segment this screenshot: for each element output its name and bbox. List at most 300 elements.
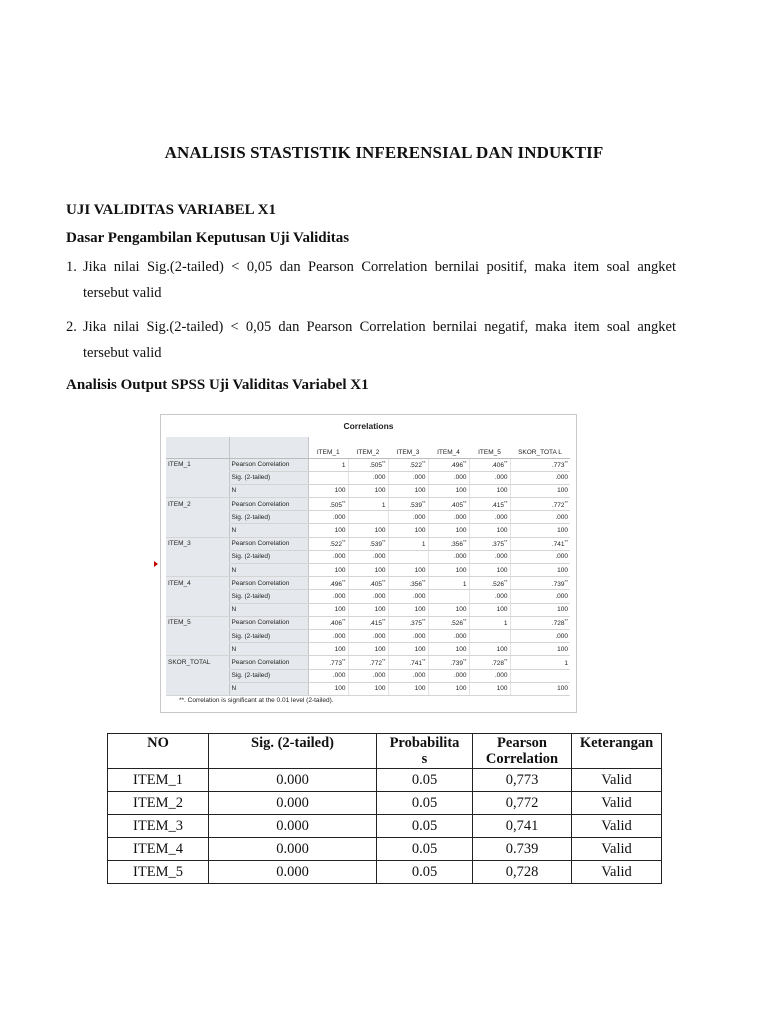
spss-cell: [469, 669, 510, 682]
spss-cell-value: .000: [372, 553, 386, 561]
results-row: [108, 815, 662, 838]
spss-cell: [510, 616, 570, 629]
results-header-no: NO: [108, 734, 209, 769]
spss-col-header: ITEM_3: [388, 437, 428, 458]
spss-cell-value: .000: [494, 672, 508, 680]
results-cell: Valid: [572, 838, 662, 861]
significance-mark: **: [341, 578, 346, 584]
spss-cell-value: .000: [332, 672, 346, 680]
results-header-probability: Probabilita s: [377, 734, 473, 769]
results-cell: 0.05: [377, 769, 473, 792]
results-header-pearson: Pearson Correlation: [473, 734, 572, 769]
spss-cell-value: 100: [557, 527, 568, 535]
spss-cell: [388, 511, 428, 524]
spss-cell: [510, 656, 570, 669]
significance-mark: **: [341, 618, 346, 624]
spss-cell: [510, 669, 570, 682]
spss-cell-value: .000: [332, 592, 346, 600]
spss-cell-value: .739: [551, 580, 565, 588]
results-cell: ITEM_3: [108, 815, 209, 838]
spss-cell-value: 100: [414, 645, 426, 653]
spss-cell-value: 100: [557, 606, 568, 614]
spss-cell: [388, 656, 428, 669]
spss-cell-value: .000: [372, 592, 386, 600]
spss-row-label: SKOR_TOTAL: [166, 656, 229, 669]
criteria-number: 2.: [66, 319, 77, 335]
spss-corner: [166, 437, 229, 458]
results-cell: ITEM_4: [108, 838, 209, 861]
spss-cell: [388, 537, 428, 550]
spss-row: [166, 577, 570, 590]
spss-cell-value: .000: [555, 553, 568, 561]
spss-cell: [469, 616, 510, 629]
spss-cell-value: .000: [453, 474, 467, 482]
spss-row: [166, 682, 570, 695]
spss-cell-value: 100: [414, 487, 426, 495]
spss-cell: [348, 511, 388, 524]
subheading: Dasar Pengambilan Keputusan Uji Validitas: [66, 230, 350, 246]
spss-cell-value: 100: [334, 487, 346, 495]
spss-cell-value: 100: [374, 487, 386, 495]
spss-cell-value: .000: [412, 632, 426, 640]
spss-stat-label: N: [229, 484, 308, 497]
spss-cell-value: .000: [494, 553, 508, 561]
spss-row: [166, 524, 570, 537]
spss-cell-value: 100: [334, 645, 346, 653]
spss-cell: [510, 564, 570, 577]
spss-corner: [229, 437, 308, 458]
significance-mark: **: [341, 539, 346, 545]
spss-cell: [348, 629, 388, 642]
spss-cell-value: 1: [564, 659, 568, 667]
criteria-number: 1.: [66, 259, 77, 275]
section-heading: UJI VALIDITAS VARIABEL X1: [66, 202, 276, 218]
results-cell: 0.000: [209, 792, 377, 815]
spss-cell: [388, 616, 428, 629]
spss-stat-label: Sig. (2-tailed): [229, 511, 308, 524]
results-cell: 0,773: [473, 769, 572, 792]
spss-cell-value: .000: [332, 553, 346, 561]
spss-cell-value: .000: [453, 632, 467, 640]
spss-row-label: [166, 603, 229, 616]
spss-row-label: [166, 484, 229, 497]
spss-cell: [469, 564, 510, 577]
spss-cell-value: 100: [334, 527, 346, 535]
spss-cell: [308, 616, 348, 629]
spss-row: [166, 484, 570, 497]
spss-cell: [308, 511, 348, 524]
spss-cell: [308, 524, 348, 537]
spss-cell: [388, 484, 428, 497]
spss-cell-value: .000: [494, 592, 508, 600]
spss-title: Correlations: [343, 421, 394, 431]
results-cell: 0,741: [473, 815, 572, 838]
spss-cell-value: 100: [334, 685, 346, 693]
spss-cell: [469, 484, 510, 497]
spss-cell: [308, 590, 348, 603]
spss-cell-value: .505: [329, 501, 342, 509]
spss-cell-value: .741: [409, 659, 422, 667]
spss-heading: Analisis Output SPSS Uji Validitas Variabel X1: [66, 377, 369, 393]
spss-cell: [510, 629, 570, 642]
spss-cell-value: .773: [551, 462, 565, 470]
spss-cell: [428, 524, 469, 537]
spss-cell-value: .772: [551, 501, 565, 509]
spss-cell: [469, 603, 510, 616]
spss-cell-value: 100: [455, 487, 467, 495]
spss-cell-value: .000: [453, 553, 467, 561]
significance-mark: **: [564, 578, 568, 584]
spss-stat-label: Pearson Correlation: [229, 458, 308, 471]
spss-cell-value: .539: [369, 541, 382, 549]
spss-cell-value: 100: [496, 685, 508, 693]
spss-cell: [388, 498, 428, 511]
spss-cell: [469, 458, 510, 471]
spss-stat-label: Sig. (2-tailed): [229, 669, 308, 682]
spss-row-label: [166, 629, 229, 642]
spss-cell: [348, 590, 388, 603]
spss-cell-value: 100: [496, 527, 508, 535]
spss-cell: [510, 550, 570, 563]
spss-cell: [348, 656, 388, 669]
spss-row: [166, 590, 570, 603]
spss-cell: [348, 458, 388, 471]
spss-cell-value: .356: [409, 580, 422, 588]
results-cell: 0.739: [473, 838, 572, 861]
spss-cell-value: 100: [557, 487, 568, 495]
spss-cell: [428, 471, 469, 484]
results-cell: Valid: [572, 815, 662, 838]
spss-cell-value: .375: [409, 620, 422, 628]
spss-cell: [510, 511, 570, 524]
spss-cell: [469, 524, 510, 537]
spss-cell: [510, 484, 570, 497]
spss-footnote: **. Correlation is significant at the 0.01 level (2-tailed).: [179, 697, 334, 704]
spss-row: [166, 669, 570, 682]
significance-mark: **: [381, 657, 386, 663]
spss-col-header: SKOR_TOTA L: [510, 437, 570, 458]
spss-cell-value: .000: [555, 592, 568, 600]
results-cell: 0.000: [209, 815, 377, 838]
spss-cell: [469, 511, 510, 524]
spss-cell-value: .000: [412, 474, 426, 482]
spss-cell: [348, 616, 388, 629]
spss-cell-value: 1: [421, 541, 426, 549]
spss-cell-value: .000: [412, 672, 426, 680]
spss-cell-value: 100: [374, 566, 386, 574]
spss-row: [166, 603, 570, 616]
significance-mark: **: [421, 618, 426, 624]
spss-cell-value: 100: [334, 566, 346, 574]
spss-cell: [469, 577, 510, 590]
spss-row-label: [166, 471, 229, 484]
spss-cell: [388, 669, 428, 682]
spss-row-label: [166, 564, 229, 577]
spss-cell: [428, 643, 469, 656]
results-cell: ITEM_2: [108, 792, 209, 815]
spss-cell-value: .522: [409, 462, 422, 470]
significance-mark: **: [341, 657, 346, 663]
results-cell: Valid: [572, 769, 662, 792]
spss-cell: [388, 564, 428, 577]
spss-cell: [510, 603, 570, 616]
spss-output-image: [160, 414, 577, 713]
results-header-description: Keterangan: [572, 734, 662, 769]
spss-cell: [428, 682, 469, 695]
significance-mark: **: [381, 618, 386, 624]
spss-cell-value: .505: [369, 462, 382, 470]
spss-row: [166, 629, 570, 642]
spss-stat-label: N: [229, 643, 308, 656]
spss-row: [166, 458, 570, 471]
spss-row-label: [166, 511, 229, 524]
spss-cell-value: 100: [414, 566, 426, 574]
spss-cell: [388, 550, 428, 563]
spss-cell: [388, 603, 428, 616]
spss-cell: [348, 564, 388, 577]
spss-cell-value: 100: [414, 606, 426, 614]
spss-cell-value: 100: [334, 606, 346, 614]
spss-cell-value: 100: [414, 527, 426, 535]
spss-cell-value: 100: [374, 645, 386, 653]
spss-cell-value: .415: [491, 501, 504, 509]
spss-stat-label: Pearson Correlation: [229, 616, 308, 629]
spss-cell: [308, 550, 348, 563]
significance-mark: **: [381, 460, 386, 466]
spss-cell-value: 100: [374, 527, 386, 535]
spss-cell-value: 100: [557, 645, 568, 653]
spss-cell-value: .741: [551, 541, 565, 549]
spss-cell: [428, 484, 469, 497]
spss-cell: [308, 564, 348, 577]
spss-row-label: ITEM_3: [166, 537, 229, 550]
spss-cell: [510, 590, 570, 603]
spss-cell-value: .496: [450, 462, 463, 470]
significance-mark: **: [462, 460, 467, 466]
spss-cell: [510, 537, 570, 550]
criteria-text: Jika nilai Sig.(2-tailed) < 0,05 dan Pearson Correlation bernilai positif, maka item soal angket: [83, 259, 676, 275]
spss-cell-value: 100: [374, 606, 386, 614]
spss-cell-value: .739: [450, 659, 463, 667]
spss-row-label: ITEM_5: [166, 616, 229, 629]
spss-stat-label: Pearson Correlation: [229, 577, 308, 590]
significance-mark: **: [503, 499, 508, 505]
spss-cell-value: .000: [555, 474, 568, 482]
results-cell: ITEM_5: [108, 861, 209, 884]
spss-cell-value: .728: [551, 620, 565, 628]
validity-results-table: [107, 733, 662, 884]
significance-mark: **: [503, 460, 508, 466]
spss-cell: [428, 669, 469, 682]
spss-cell-value: .000: [453, 513, 467, 521]
spss-row-label: ITEM_2: [166, 498, 229, 511]
spss-stat-label: N: [229, 603, 308, 616]
significance-mark: **: [421, 657, 426, 663]
results-cell: Valid: [572, 861, 662, 884]
spss-cell-value: .356: [450, 541, 463, 549]
spss-cell: [510, 471, 570, 484]
spss-cell: [308, 669, 348, 682]
spss-cell-value: 100: [455, 527, 467, 535]
spss-row-label: ITEM_1: [166, 458, 229, 471]
spss-cell: [510, 524, 570, 537]
results-row: [108, 861, 662, 884]
spss-row: [166, 656, 570, 669]
spss-cell-value: .406: [491, 462, 504, 470]
spss-row: [166, 537, 570, 550]
significance-mark: **: [564, 499, 568, 505]
significance-mark: **: [421, 499, 426, 505]
spss-cell-value: 100: [496, 645, 508, 653]
spss-cell: [469, 682, 510, 695]
spss-cell-value: .000: [372, 672, 386, 680]
spss-row-label: [166, 590, 229, 603]
spss-col-header: ITEM_4: [428, 437, 469, 458]
spss-cell: [348, 524, 388, 537]
spss-cell: [388, 524, 428, 537]
spss-cell: [510, 498, 570, 511]
spss-cell-value: .406: [329, 620, 342, 628]
spss-cell: [469, 629, 510, 642]
spss-cell: [428, 577, 469, 590]
spss-cell-value: 100: [557, 566, 568, 574]
spss-cell-value: 100: [496, 606, 508, 614]
spss-cell: [388, 577, 428, 590]
spss-cell: [388, 471, 428, 484]
row-marker-icon: [154, 561, 158, 567]
spss-cell-value: 100: [557, 685, 568, 693]
spss-cell-value: .000: [372, 474, 386, 482]
spss-cell-value: 1: [341, 462, 346, 470]
criteria-text: Jika nilai Sig.(2-tailed) < 0,05 dan Pearson Correlation bernilai negatif, maka item soal angket: [83, 319, 676, 335]
significance-mark: **: [421, 578, 426, 584]
spss-cell-value: .405: [369, 580, 382, 588]
spss-cell: [428, 564, 469, 577]
significance-mark: **: [341, 499, 346, 505]
spss-cell: [510, 577, 570, 590]
criteria-item-1: [66, 254, 676, 306]
criteria-text-continued: tersebut valid: [83, 285, 162, 301]
spss-row-label: [166, 524, 229, 537]
spss-cell-value: .526: [491, 580, 504, 588]
spss-cell-value: 100: [496, 566, 508, 574]
spss-row: [166, 498, 570, 511]
spss-stat-label: Pearson Correlation: [229, 656, 308, 669]
spss-cell: [428, 458, 469, 471]
spss-correlations-table: [166, 437, 570, 696]
criteria-item-2: [66, 314, 676, 366]
results-row: [108, 838, 662, 861]
results-cell: 0,772: [473, 792, 572, 815]
spss-cell: [469, 498, 510, 511]
spss-stat-label: Sig. (2-tailed): [229, 590, 308, 603]
spss-cell-value: .000: [555, 632, 568, 640]
spss-cell: [510, 643, 570, 656]
significance-mark: **: [462, 618, 467, 624]
spss-cell-value: .415: [369, 620, 382, 628]
spss-cell-value: .522: [329, 541, 342, 549]
spss-cell: [308, 458, 348, 471]
results-header-sig: Sig. (2-tailed): [209, 734, 377, 769]
significance-mark: **: [421, 460, 426, 466]
spss-cell: [308, 484, 348, 497]
spss-cell: [428, 550, 469, 563]
spss-stat-label: Pearson Correlation: [229, 498, 308, 511]
results-row: [108, 769, 662, 792]
spss-cell: [428, 537, 469, 550]
spss-row: [166, 643, 570, 656]
spss-cell-value: .000: [372, 632, 386, 640]
spss-cell: [428, 603, 469, 616]
spss-row-label: [166, 669, 229, 682]
spss-cell: [388, 682, 428, 695]
spss-stat-label: Pearson Correlation: [229, 537, 308, 550]
significance-mark: **: [462, 499, 467, 505]
results-cell: Valid: [572, 792, 662, 815]
significance-mark: **: [503, 578, 508, 584]
results-cell: 0,728: [473, 861, 572, 884]
spss-cell: [348, 682, 388, 695]
spss-cell: [308, 656, 348, 669]
spss-cell-value: 1: [462, 580, 467, 588]
spss-cell: [510, 682, 570, 695]
spss-cell-value: .000: [494, 474, 508, 482]
spss-cell: [428, 498, 469, 511]
significance-mark: **: [503, 539, 508, 545]
significance-mark: **: [564, 539, 568, 545]
spss-cell: [388, 458, 428, 471]
spss-col-header: ITEM_1: [308, 437, 348, 458]
spss-cell: [428, 511, 469, 524]
spss-cell: [348, 550, 388, 563]
results-cell: 0.05: [377, 792, 473, 815]
spss-header-row: [166, 437, 570, 458]
spss-cell: [308, 471, 348, 484]
spss-cell: [388, 629, 428, 642]
results-cell: 0.000: [209, 838, 377, 861]
significance-mark: **: [564, 460, 568, 466]
results-cell: 0.05: [377, 861, 473, 884]
spss-row-label: [166, 682, 229, 695]
significance-mark: **: [564, 618, 568, 624]
spss-cell: [388, 643, 428, 656]
spss-stat-label: N: [229, 564, 308, 577]
significance-mark: **: [381, 539, 386, 545]
spss-cell-value: 100: [455, 645, 467, 653]
results-cell: 0.000: [209, 769, 377, 792]
spss-cell: [308, 577, 348, 590]
spss-cell: [348, 484, 388, 497]
spss-cell: [308, 603, 348, 616]
spss-cell-value: 100: [374, 685, 386, 693]
spss-cell: [348, 537, 388, 550]
spss-cell-value: 100: [455, 606, 467, 614]
spss-cell: [469, 656, 510, 669]
spss-stat-label: N: [229, 682, 308, 695]
spss-cell-value: .773: [329, 659, 342, 667]
spss-row: [166, 616, 570, 629]
spss-row: [166, 511, 570, 524]
spss-cell-value: .496: [329, 580, 342, 588]
spss-cell-value: 100: [455, 566, 467, 574]
spss-cell: [469, 643, 510, 656]
spss-cell-value: .000: [332, 632, 346, 640]
spss-stat-label: Sig. (2-tailed): [229, 471, 308, 484]
spss-cell: [348, 669, 388, 682]
spss-cell-value: .405: [450, 501, 463, 509]
spss-cell-value: .539: [409, 501, 422, 509]
spss-cell: [308, 682, 348, 695]
